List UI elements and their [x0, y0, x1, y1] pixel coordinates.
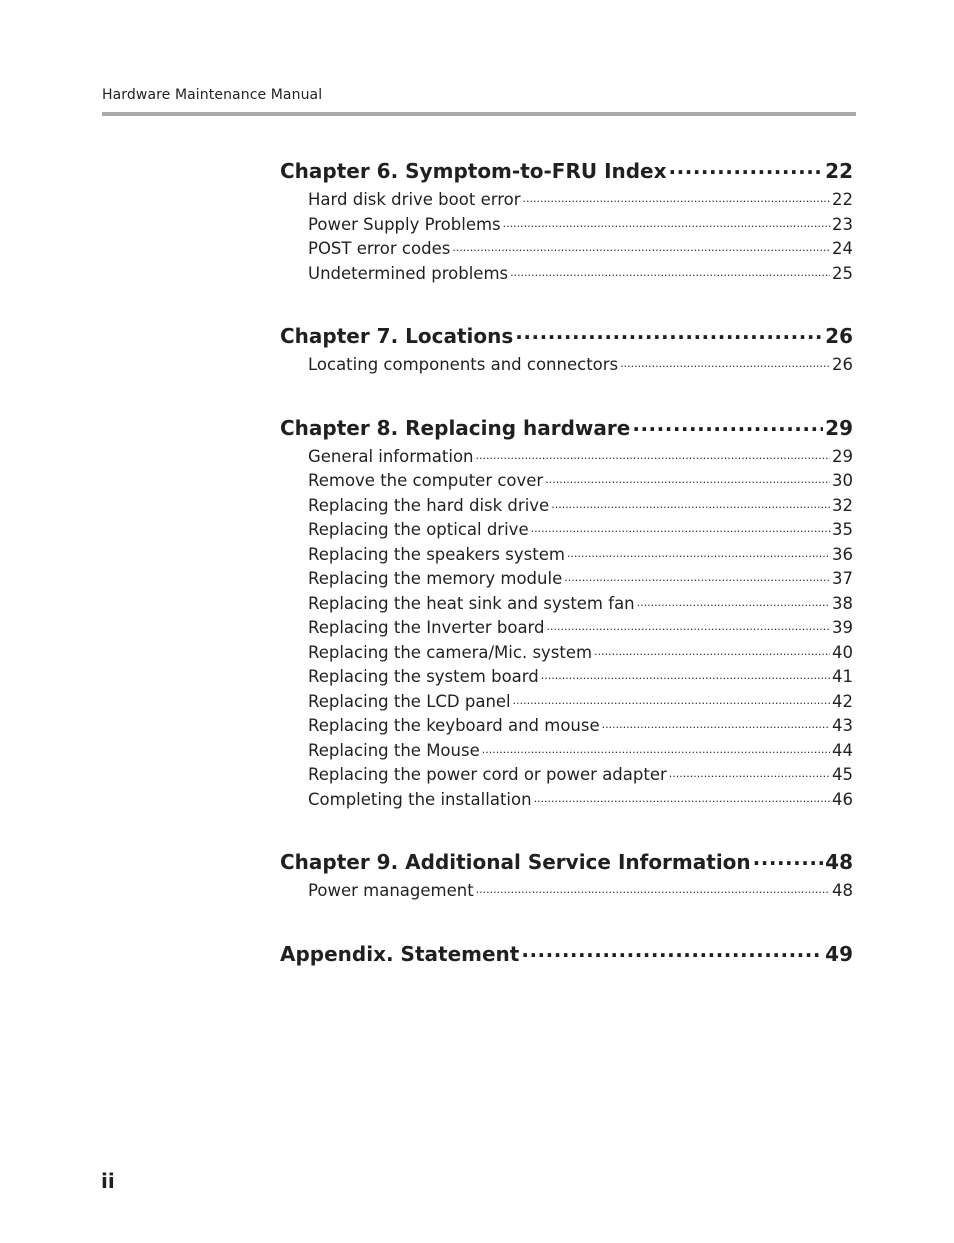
toc-chapter-page: 29 — [825, 415, 853, 440]
toc-entry[interactable] — [308, 494, 853, 519]
toc-chapter-line[interactable] — [280, 939, 853, 969]
header-rule — [102, 112, 856, 116]
toc-dot-leader — [567, 543, 830, 560]
toc-dot-leader — [602, 715, 830, 732]
toc-chapter-title: Chapter 7. Locations — [280, 324, 514, 348]
running-header: Hardware Maintenance Manual — [102, 87, 323, 103]
toc-dot-leader — [541, 666, 830, 683]
toc-entry[interactable] — [308, 592, 853, 617]
toc-entry-page: 45 — [832, 765, 853, 784]
toc-entry-label: Undetermined problems — [308, 263, 509, 283]
toc-entry[interactable] — [308, 690, 853, 715]
toc-chapter-page: 49 — [825, 941, 853, 966]
toc-entry[interactable] — [308, 714, 853, 739]
toc-entry[interactable] — [308, 879, 853, 904]
toc-entry-label: Replacing the keyboard and mouse — [308, 716, 600, 735]
toc-entry-page: 40 — [832, 642, 853, 662]
toc-chapter-page: 26 — [825, 324, 853, 348]
toc-entry[interactable] — [308, 616, 853, 641]
toc-entry[interactable] — [308, 788, 853, 813]
toc-entry-label: Hard disk drive boot error — [308, 190, 521, 209]
toc-entry[interactable] — [308, 567, 853, 592]
toc-entry-page: 41 — [832, 667, 853, 686]
toc-entry-page: 39 — [832, 618, 853, 637]
toc-dot-leader — [510, 262, 830, 279]
toc-entry[interactable] — [308, 763, 853, 788]
toc-entry-page: 38 — [832, 593, 853, 613]
toc-entry-label: Replacing the camera/Mic. system — [308, 642, 593, 662]
toc-entry-label: Completing the installation — [308, 789, 532, 809]
toc-chapter — [280, 847, 853, 904]
toc-entry-page: 29 — [832, 446, 853, 466]
toc-chapter-line[interactable] — [280, 156, 853, 186]
toc-entry-page: 36 — [832, 544, 853, 564]
toc-entry[interactable] — [308, 353, 853, 378]
toc-entry-label: Replacing the power cord or power adapter — [308, 765, 667, 784]
toc-dot-leader — [452, 238, 830, 255]
table-of-contents — [280, 156, 853, 1004]
toc-dot-leader — [669, 158, 824, 178]
toc-entry[interactable] — [308, 665, 853, 690]
toc-entry-page: 35 — [832, 520, 853, 539]
toc-entry[interactable] — [308, 237, 853, 262]
toc-chapter-line[interactable] — [280, 847, 853, 877]
toc-chapter — [280, 939, 853, 969]
toc-dot-leader — [632, 415, 823, 435]
toc-entry-label: Power Supply Problems — [308, 214, 501, 234]
toc-dot-leader — [523, 189, 830, 206]
toc-entry[interactable] — [308, 518, 853, 543]
page-number: ii — [101, 1169, 115, 1193]
toc-entry-label: Replacing the memory module — [308, 569, 563, 588]
toc-dot-leader — [551, 494, 830, 511]
toc-entry[interactable] — [308, 543, 853, 568]
toc-entry-label: Power management — [308, 881, 474, 900]
toc-entry-label: Remove the computer cover — [308, 471, 544, 490]
toc-entry-label: Replacing the Inverter board — [308, 618, 545, 637]
toc-dot-leader — [620, 354, 830, 371]
toc-dot-leader — [545, 470, 830, 487]
toc-entry[interactable] — [308, 445, 853, 470]
toc-chapter-title: Appendix. Statement — [280, 941, 520, 966]
toc-entry-page: 24 — [832, 239, 853, 258]
toc-entry-label: Replacing the Mouse — [308, 740, 480, 760]
toc-dot-leader — [594, 641, 830, 658]
toc-entry-page: 22 — [832, 190, 853, 209]
toc-chapter-title: Chapter 8. Replacing hardware — [280, 415, 631, 440]
toc-entry-page: 48 — [832, 881, 853, 900]
toc-entry-page: 44 — [832, 740, 853, 760]
toc-entry-label: Replacing the system board — [308, 667, 539, 686]
toc-entry-page: 46 — [832, 789, 853, 809]
toc-dot-leader — [564, 568, 830, 585]
toc-entry[interactable] — [308, 213, 853, 238]
toc-dot-leader — [503, 213, 830, 230]
toc-entry[interactable] — [308, 739, 853, 764]
toc-dot-leader — [547, 617, 830, 634]
toc-entry-label: General information — [308, 446, 474, 466]
toc-chapter — [280, 413, 853, 813]
toc-chapter-title: Chapter 9. Additional Service Information — [280, 850, 751, 874]
toc-entry-page: 25 — [832, 263, 853, 283]
toc-dot-leader — [534, 788, 830, 805]
toc-chapter-line[interactable] — [280, 321, 853, 351]
toc-chapter — [280, 156, 853, 286]
toc-dot-leader — [513, 690, 830, 707]
toc-dot-leader — [669, 764, 830, 781]
toc-entry[interactable] — [308, 469, 853, 494]
toc-entry-page: 43 — [832, 716, 853, 735]
toc-dot-leader — [476, 445, 831, 462]
toc-entry-label: Replacing the speakers system — [308, 544, 565, 564]
toc-chapter-page: 22 — [825, 159, 853, 183]
toc-entry-page: 42 — [832, 691, 853, 711]
toc-dot-leader — [476, 880, 830, 897]
toc-chapter-title: Chapter 6. Symptom-to-FRU Index — [280, 159, 667, 183]
toc-entry[interactable] — [308, 188, 853, 213]
toc-entry[interactable] — [308, 641, 853, 666]
toc-entry-label: Replacing the heat sink and system fan — [308, 593, 635, 613]
toc-entry[interactable] — [308, 262, 853, 287]
toc-dot-leader — [637, 592, 830, 609]
toc-entry-label: Replacing the hard disk drive — [308, 495, 550, 515]
toc-entry-label: Replacing the LCD panel — [308, 691, 511, 711]
toc-entry-page: 32 — [832, 495, 853, 515]
toc-chapter — [280, 321, 853, 378]
toc-entry-page: 30 — [832, 471, 853, 490]
toc-entry-label: Locating components and connectors — [308, 355, 619, 374]
toc-entry-page: 37 — [832, 569, 853, 588]
toc-dot-leader — [521, 941, 823, 961]
toc-entry-label: POST error codes — [308, 239, 451, 258]
toc-entry-page: 26 — [832, 355, 853, 374]
toc-dot-leader — [531, 519, 830, 536]
toc-dot-leader — [515, 323, 823, 343]
toc-dot-leader — [482, 739, 830, 756]
toc-chapter-page: 48 — [825, 850, 853, 874]
toc-dot-leader — [753, 849, 824, 869]
toc-chapter-line[interactable] — [280, 413, 853, 443]
toc-entry-page: 23 — [832, 214, 853, 234]
toc-entry-label: Replacing the optical drive — [308, 520, 529, 539]
